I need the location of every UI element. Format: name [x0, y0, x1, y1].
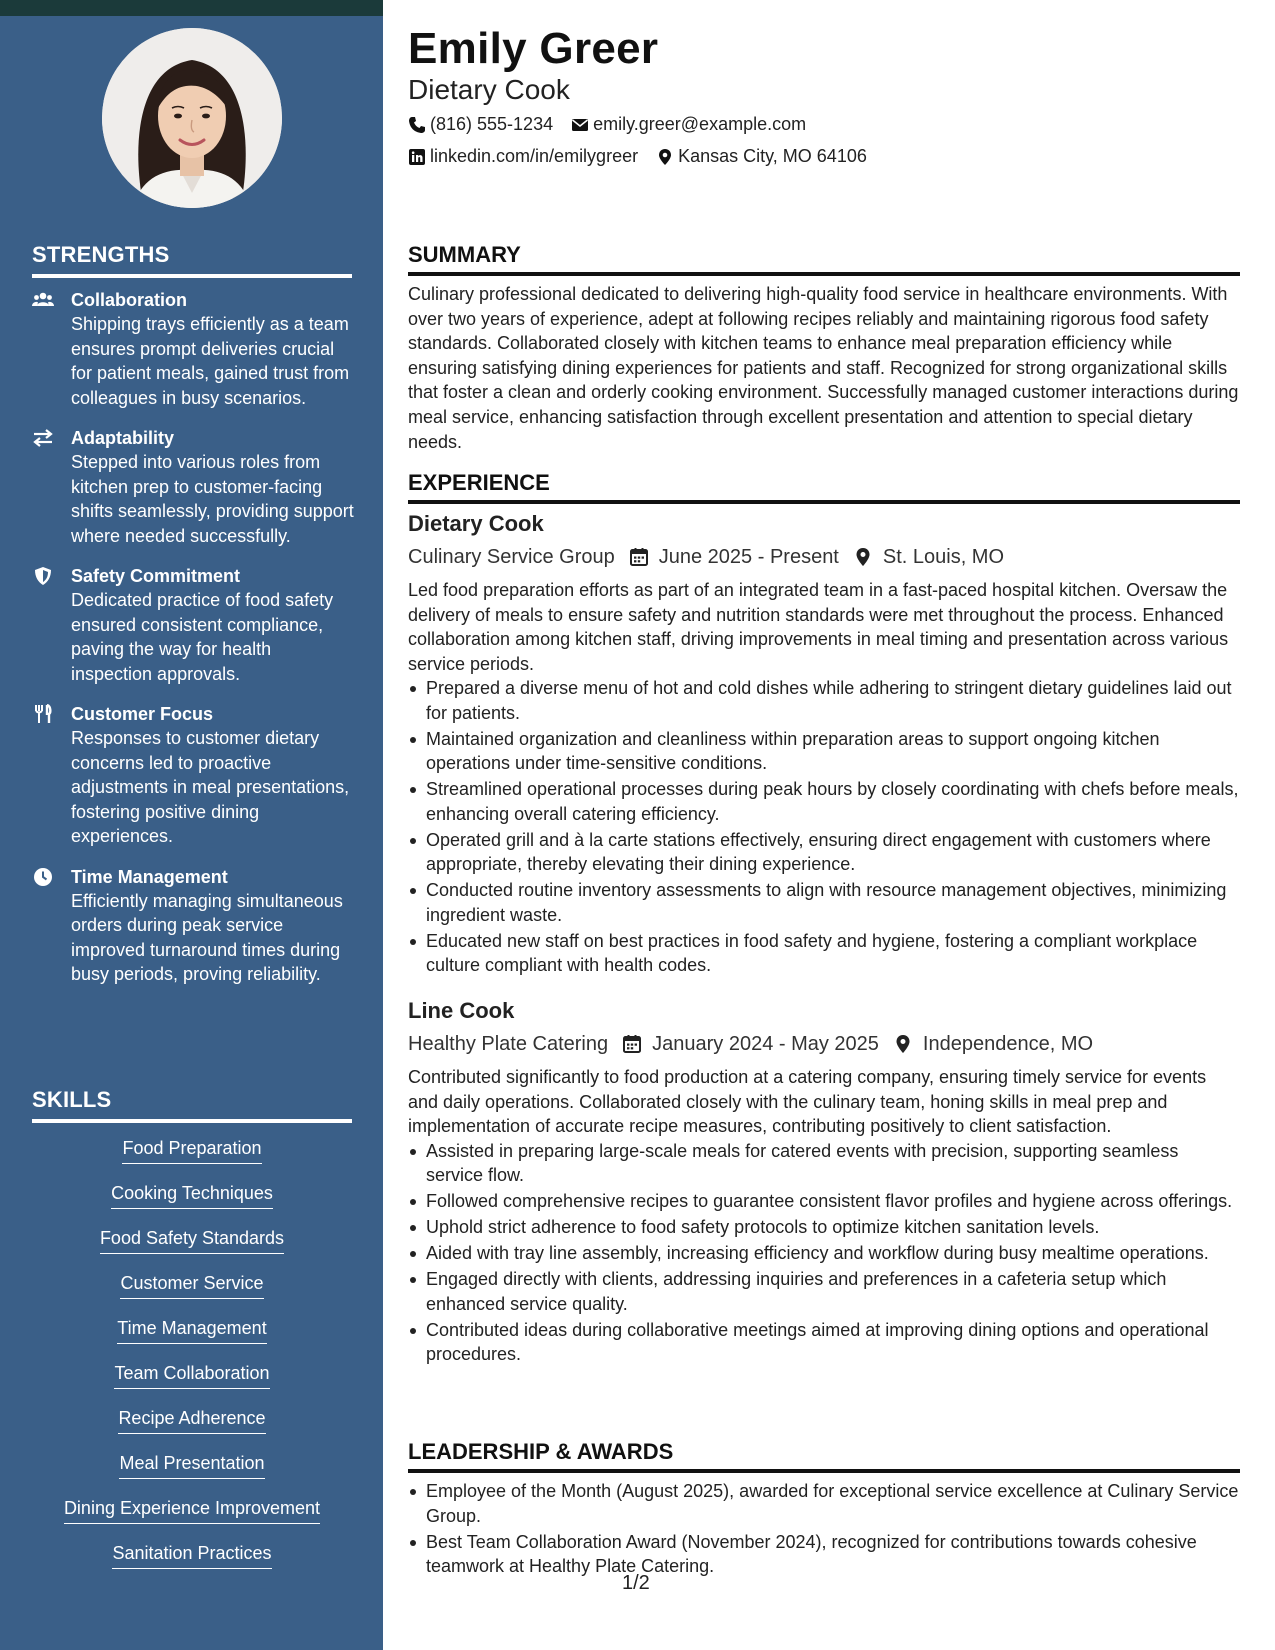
bullet-item: Educated new staff on best practices in food safety and hygiene, fostering a compliant workplace culture compliant with health codes.	[408, 929, 1240, 978]
sidebar	[0, 0, 383, 1650]
page-number: 1/2	[622, 1572, 650, 1594]
skill-item	[32, 1496, 352, 1541]
job-location: St. Louis, MO	[882, 545, 1005, 568]
strength-description: Dedicated practice of food safety ensured consistent compliance, paving the way for health inspection approvals.	[71, 590, 334, 684]
linkedin-url[interactable]: linkedin.com/in/emilygreer	[430, 146, 639, 166]
location-contact	[656, 146, 867, 167]
users-icon	[32, 288, 71, 410]
summary-heading: SUMMARY	[408, 242, 1240, 276]
skill-item	[32, 1541, 352, 1586]
arrows-exchange-icon	[32, 426, 71, 548]
skill-item	[32, 1271, 352, 1316]
strength-title: Time Management	[71, 866, 228, 887]
skill-item	[32, 1406, 352, 1451]
job-bullets	[408, 1139, 1240, 1367]
job-meta	[408, 1029, 1240, 1059]
strength-item	[32, 426, 354, 548]
strength-title: Adaptability	[71, 428, 175, 448]
strength-item	[32, 865, 354, 987]
map-pin-icon	[893, 1034, 913, 1054]
contact-row	[408, 114, 824, 135]
job-description: Led food preparation efforts as part of an integrated team in a fast-paced hospital kitchen. Oversaw the delivery of meals to ensure safety and nutrition standards were met throughout the process. Enhanced collaboration among kitchen staff, driving improvements in meal timing and presentation across various service periods.	[408, 580, 1229, 674]
clock-icon	[32, 865, 71, 987]
profile-photo-image	[102, 28, 282, 208]
experience-heading: EXPERIENCE	[408, 470, 1240, 504]
skill-item	[32, 1181, 352, 1226]
strength-title: Customer Focus	[71, 704, 214, 724]
skill-item	[32, 1361, 352, 1406]
strength-description: Stepped into various roles from kitchen prep to customer-facing shifts seamlessly, providing support where needed successfully.	[71, 452, 354, 546]
envelope-icon	[571, 116, 589, 134]
award-item: Best Team Collaboration Award (November 2024), recognized for contributions towards cohesive teamwork at Healthy Plate Catering.	[408, 1530, 1240, 1579]
job-dates: January 2024 - May 2025	[652, 1032, 879, 1055]
email-address[interactable]: emily.greer@example.com	[593, 114, 807, 134]
strength-description: Responses to customer dietary concerns led to proactive adjustments in meal presentations, fostering positive dining experiences.	[71, 728, 350, 846]
strength-description: Shipping trays efficiently as a team ensures prompt deliveries crucial for patient meals, gained trust from colleagues in busy scenarios.	[71, 314, 350, 408]
bullet-item: Contributed ideas during collaborative meetings aimed at improving dining options and operational procedures.	[408, 1318, 1240, 1367]
contact-row	[408, 146, 885, 167]
job-meta	[408, 542, 1240, 572]
job-bullets	[408, 676, 1240, 978]
calendar-icon	[622, 1034, 642, 1054]
bullet-item: Streamlined operational processes during peak hours by closely coordinating with chefs before meals, enhancing overall catering efficiency.	[408, 777, 1240, 826]
skill-label: Recipe Adherence	[118, 1406, 265, 1434]
location-text: Kansas City, MO 64106	[678, 146, 867, 166]
bullet-item: Uphold strict adherence to food safety protocols to optimize kitchen sanitation levels.	[408, 1215, 1240, 1240]
strength-item	[32, 702, 354, 849]
company-name: Culinary Service Group	[408, 545, 615, 568]
strengths-heading: STRENGTHS	[32, 242, 352, 278]
strength-title: Safety Commitment	[71, 566, 241, 586]
utensils-icon	[32, 702, 71, 849]
bullet-item: Engaged directly with clients, addressing inquiries and preferences in a cafeteria setup which enhanced service quality.	[408, 1267, 1240, 1316]
strength-title: Collaboration	[71, 290, 187, 310]
strength-item	[32, 564, 354, 686]
bullet-item: Aided with tray line assembly, increasing efficiency and workflow during busy mealtime operations.	[408, 1241, 1240, 1266]
linkedin-contact[interactable]	[408, 146, 638, 167]
bullet-item: Conducted routine inventory assessments to align with resource management objectives, minimizing ingredient waste.	[408, 878, 1240, 927]
skill-label: Food Preparation	[122, 1136, 261, 1164]
phone-number: (816) 555-1234	[430, 114, 554, 134]
job-dates: June 2025 - Present	[658, 545, 839, 568]
skill-label: Customer Service	[120, 1271, 263, 1299]
bullet-item: Prepared a diverse menu of hot and cold dishes while adhering to stringent dietary guidelines laid out for patients.	[408, 676, 1240, 725]
skills-list	[32, 1136, 352, 1586]
awards-list	[408, 1479, 1240, 1580]
summary-text: Culinary professional dedicated to delivering high-quality food service in healthcare environments. With over two years of experience, adept at following recipes reliably and maintaining rigorous food safety standards. Collaborated closely with kitchen teams to enhance meal preparation efficiency while ensuring satisfying dining experiences for patients and staff. Recognized for strong organizational skills that foster a clean and orderly cooking environment. Successfully managed customer interactions during meal service, enhancing satisfaction through excellent presentation and attention to special dietary needs.	[408, 284, 1239, 452]
skill-label: Dining Experience Improvement	[64, 1496, 320, 1524]
skill-item	[32, 1226, 352, 1271]
job-title: Line Cook	[408, 998, 515, 1023]
job-entry	[408, 997, 1240, 1368]
job-description: Contributed significantly to food production at a catering company, ensuring timely service for events and daily operations. Collaborated closely with the culinary team, honing skills in meal prep and implementation of accurate recipe measures, contributing positively to client satisfaction.	[408, 1067, 1207, 1136]
strength-item	[32, 288, 354, 410]
skill-label: Sanitation Practices	[112, 1541, 271, 1569]
skill-label: Team Collaboration	[114, 1361, 269, 1389]
bullet-item: Followed comprehensive recipes to guarantee consistent flavor profiles and hygiene across offerings.	[408, 1189, 1240, 1214]
map-pin-icon	[656, 148, 674, 166]
skill-item	[32, 1136, 352, 1181]
skills-heading: SKILLS	[32, 1087, 352, 1123]
phone-contact	[408, 114, 553, 135]
skill-item	[32, 1451, 352, 1496]
award-item: Employee of the Month (August 2025), awarded for exceptional service excellence at Culinary Service Group.	[408, 1479, 1240, 1528]
skill-label: Time Management	[117, 1316, 266, 1344]
linkedin-icon	[408, 148, 426, 166]
job-entry	[408, 510, 1240, 979]
calendar-icon	[629, 547, 649, 567]
bullet-item: Assisted in preparing large-scale meals for catered events with precision, supporting seamless service flow.	[408, 1139, 1240, 1188]
job-title: Dietary Cook	[408, 511, 544, 536]
skill-label: Meal Presentation	[119, 1451, 264, 1479]
skill-label: Food Safety Standards	[100, 1226, 284, 1254]
shield-icon	[32, 564, 71, 686]
job-location: Independence, MO	[922, 1032, 1094, 1055]
map-pin-icon	[853, 547, 873, 567]
skill-item	[32, 1316, 352, 1361]
strengths-list	[32, 288, 354, 1003]
skill-label: Cooking Techniques	[111, 1181, 273, 1209]
sidebar-top-bar	[0, 0, 383, 16]
candidate-name: Emily Greer	[408, 24, 659, 73]
strength-description: Efficiently managing simultaneous orders during peak service improved turnaround times during busy periods, proving reliability.	[71, 890, 343, 984]
email-contact[interactable]	[571, 114, 806, 135]
profile-photo	[102, 28, 282, 208]
bullet-item: Maintained organization and cleanliness within preparation areas to support ongoing kitchen operations under time-sensitive conditions.	[408, 727, 1240, 776]
bullet-item: Operated grill and à la carte stations effectively, ensuring direct engagement with customers where appropriate, thereby elevating their dining experience.	[408, 828, 1240, 877]
phone-icon	[408, 116, 426, 134]
company-name: Healthy Plate Catering	[408, 1032, 609, 1055]
candidate-title: Dietary Cook	[408, 74, 570, 105]
awards-heading: LEADERSHIP & AWARDS	[408, 1439, 1240, 1473]
